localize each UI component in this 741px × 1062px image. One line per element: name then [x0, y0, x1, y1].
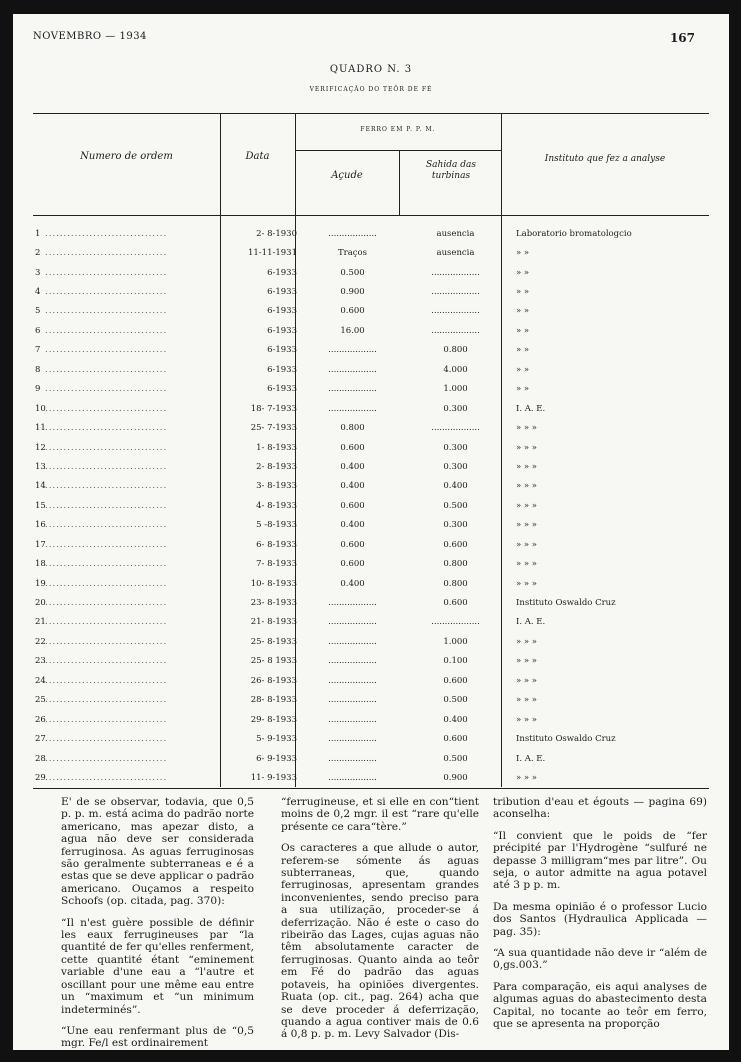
table-top-rule	[33, 113, 709, 114]
row-instituto: Laboratorio bromatologcio	[516, 228, 632, 239]
text-column-1	[61, 796, 254, 1050]
row-date: 6-1933	[267, 325, 297, 336]
row-date: 6-1933	[267, 306, 297, 317]
dot-leader: .................................	[45, 656, 168, 667]
row-sahida: 0.600	[443, 539, 468, 550]
row-instituto: » »	[516, 287, 530, 298]
row-instituto: » »	[516, 364, 530, 375]
row-number-value: 13	[35, 461, 46, 472]
row-date: 10- 8-1933	[250, 578, 297, 589]
row-number	[35, 341, 221, 360]
row-sahida: 4.000	[443, 364, 468, 375]
dot-leader: .................................	[45, 500, 168, 511]
row-instituto: » » »	[516, 578, 538, 589]
row-number-value: 28	[35, 753, 46, 764]
dot-leader: .................................	[45, 636, 168, 647]
row-instituto: » » »	[516, 442, 538, 453]
iron-content-table	[35, 224, 726, 788]
row-number-value: 17	[35, 539, 46, 550]
dot-leader: .................................	[45, 598, 168, 609]
row-acude: ..................	[328, 228, 377, 239]
row-instituto: » »	[516, 267, 530, 278]
table-row	[35, 749, 726, 768]
header-data: Data	[245, 151, 270, 162]
dot-leader: .................................	[45, 461, 168, 472]
dot-leader: .................................	[45, 675, 168, 686]
table-row	[35, 302, 726, 321]
table-row	[35, 399, 726, 418]
row-number-value: 6	[35, 325, 41, 336]
quote: “Il n'est guère possible de définir les eaux ferrugineuses par “la quantité de fer qu'elles renferment, cette quantité étant “eminement variable d'une eau a “l'autre et oscillant pour une même eau entre un “maximum et “un minimum indeterminés”.	[61, 916, 254, 1016]
header-ferro: FERRO EM P. P. M.	[360, 126, 436, 133]
row-date: 5- 9-1933	[256, 734, 297, 745]
dot-leader: .................................	[45, 325, 168, 336]
row-number	[35, 749, 221, 768]
row-instituto: » » »	[516, 656, 538, 667]
row-sahida: 0.600	[443, 675, 468, 686]
row-instituto: » » »	[516, 675, 538, 686]
row-number	[35, 360, 221, 379]
row-number-value: 18	[35, 559, 46, 570]
row-date: 28- 8-1933	[250, 695, 297, 706]
row-date: 1- 8-1933	[256, 442, 297, 453]
row-number	[35, 224, 221, 243]
row-instituto: » » »	[516, 539, 538, 550]
row-number	[35, 282, 221, 301]
row-number-value: 15	[35, 500, 46, 511]
row-number-value: 19	[35, 578, 46, 589]
row-number-value: 11	[35, 423, 46, 434]
table-row	[35, 729, 726, 748]
dot-leader: .................................	[45, 228, 168, 239]
row-date: 4- 8-1933	[256, 500, 297, 511]
row-instituto: » » »	[516, 500, 538, 511]
quote: “Une eau renfermant plus de “0,5 mgr. Fe/l est ordinairement	[61, 1024, 254, 1050]
ferro-subheader-rule	[295, 150, 501, 151]
dot-leader: .................................	[45, 423, 168, 434]
quote: “A sua quantidade não deve ir “além de 0,gs.003.”	[493, 947, 707, 972]
row-date: 7- 8-1933	[256, 559, 297, 570]
row-number-value: 29	[35, 772, 46, 783]
table-row	[35, 691, 726, 710]
row-acude: ..................	[328, 753, 377, 764]
row-sahida: 0.500	[443, 695, 468, 706]
row-sahida: 0.300	[443, 520, 468, 531]
dot-leader: .................................	[45, 772, 168, 783]
row-acude: ..................	[328, 656, 377, 667]
dot-leader: .................................	[45, 520, 168, 531]
row-date: 6- 8-1933	[256, 539, 297, 550]
row-sahida: 0.800	[443, 345, 468, 356]
row-sahida: 0.300	[443, 403, 468, 414]
table-header-rule	[33, 215, 709, 216]
row-number	[35, 535, 221, 554]
row-number-value: 12	[35, 442, 46, 453]
dot-leader: .................................	[45, 734, 168, 745]
quote: “ferrugineuse, et si elle en con“tient moins de 0,2 mgr. il est “rare qu'elle présente ce cara“tère.”	[281, 796, 479, 833]
row-acude: 0.600	[340, 559, 365, 570]
table-row	[35, 632, 726, 651]
row-instituto: I. A. E.	[516, 753, 546, 764]
table-row	[35, 438, 726, 457]
row-sahida: 0.300	[443, 461, 468, 472]
row-number-value: 21	[35, 617, 46, 628]
row-acude: 0.400	[340, 461, 365, 472]
dot-leader: .................................	[45, 442, 168, 453]
row-sahida: 0.400	[443, 714, 468, 725]
row-sahida: ..................	[431, 306, 480, 317]
row-instituto: » » »	[516, 520, 538, 531]
table-row	[35, 243, 726, 262]
row-instituto: » »	[516, 248, 530, 259]
row-date: 11- 9-1933	[250, 772, 297, 783]
text-column-3	[493, 796, 707, 1040]
row-sahida: ..................	[431, 423, 480, 434]
row-number	[35, 438, 221, 457]
row-sahida: ..................	[431, 267, 480, 278]
row-number-value: 5	[35, 306, 41, 317]
row-date: 25- 8 1933	[250, 656, 297, 667]
row-date: 29- 8-1933	[250, 714, 297, 725]
row-date: 21- 8-1933	[250, 617, 297, 628]
dot-leader: .................................	[45, 539, 168, 550]
row-sahida: ..................	[431, 325, 480, 336]
row-number	[35, 554, 221, 573]
row-number	[35, 729, 221, 748]
table-row	[35, 477, 726, 496]
table-row	[35, 710, 726, 729]
dot-leader: .................................	[45, 345, 168, 356]
table-row	[35, 360, 726, 379]
quote: “Il convient que le poids de “fer précipité par l'Hydrogène “sulfuré ne depasse 3 milligram“mes par litre”. Ou seja, o autor admitte na agua potavel até 3 p p. m.	[493, 829, 707, 892]
row-instituto: » » »	[516, 636, 538, 647]
row-number-value: 25	[35, 695, 46, 706]
row-date: 3- 8-1933	[256, 481, 297, 492]
row-date: 25- 8-1933	[250, 636, 297, 647]
row-acude: 0.600	[340, 539, 365, 550]
table-row	[35, 496, 726, 515]
row-date: 6-1933	[267, 267, 297, 278]
row-acude: Traços	[337, 248, 368, 259]
row-date: 18- 7-1933	[250, 403, 297, 414]
row-instituto: » » »	[516, 481, 538, 492]
row-number	[35, 418, 221, 437]
row-acude: 0.600	[340, 306, 365, 317]
paragraph: tribution d'eau et égouts — pagina 69) aconselha:	[493, 796, 707, 821]
text-column-2	[281, 796, 479, 1050]
table-row	[35, 516, 726, 535]
row-date: 6- 9-1933	[256, 753, 297, 764]
row-sahida: 0.900	[443, 772, 468, 783]
row-number	[35, 321, 221, 340]
table-row	[35, 554, 726, 573]
row-number	[35, 302, 221, 321]
row-number-value: 9	[35, 384, 41, 395]
dot-leader: .................................	[45, 617, 168, 628]
row-acude: ..................	[328, 772, 377, 783]
row-acude: 16.00	[340, 325, 365, 336]
column-divider	[399, 150, 400, 215]
table-subtitle: VERIFICAÇÃO DO TEÔR DE FÉ	[309, 86, 433, 93]
row-acude: ..................	[328, 695, 377, 706]
table-row	[35, 535, 726, 554]
row-number-value: 22	[35, 636, 46, 647]
table-row	[35, 613, 726, 632]
dot-leader: .................................	[45, 481, 168, 492]
dot-leader: .................................	[45, 306, 168, 317]
row-number-value: 3	[35, 267, 41, 278]
row-number	[35, 768, 221, 787]
row-sahida: 0.800	[443, 559, 468, 570]
row-date: 11-11-1931	[247, 248, 297, 259]
row-number-value: 20	[35, 598, 46, 609]
row-instituto: » » »	[516, 714, 538, 725]
row-number-value: 1	[35, 228, 41, 239]
dot-leader: .................................	[45, 753, 168, 764]
table-row	[35, 652, 726, 671]
row-number	[35, 632, 221, 651]
row-acude: 0.400	[340, 520, 365, 531]
table-row	[35, 224, 726, 243]
row-acude: 0.400	[340, 578, 365, 589]
row-sahida: 0.100	[443, 656, 468, 667]
row-number	[35, 516, 221, 535]
dot-leader: .................................	[45, 714, 168, 725]
row-sahida: 0.500	[443, 500, 468, 511]
row-acude: 0.500	[340, 267, 365, 278]
row-number-value: 7	[35, 345, 41, 356]
row-acude: ..................	[328, 403, 377, 414]
row-instituto: Instituto Oswaldo Cruz	[516, 734, 616, 745]
header-acude: Açude	[331, 170, 363, 181]
row-acude: 0.400	[340, 481, 365, 492]
row-number	[35, 477, 221, 496]
dot-leader: .................................	[45, 364, 168, 375]
row-acude: 0.600	[340, 500, 365, 511]
paragraph: Para comparação, eis aqui analyses de algumas aguas do abastecimento desta Capital, no tocante ao teôr em ferro, que se apresenta na proporção	[493, 980, 707, 1031]
row-number	[35, 613, 221, 632]
row-acude: ..................	[328, 714, 377, 725]
row-date: 2- 8-1933	[256, 461, 297, 472]
row-number	[35, 457, 221, 476]
row-acude: 0.600	[340, 442, 365, 453]
table-row	[35, 671, 726, 690]
row-instituto: » »	[516, 306, 530, 317]
table-row	[35, 321, 726, 340]
row-date: 2- 8-1930	[256, 228, 297, 239]
row-number-value: 24	[35, 675, 46, 686]
row-sahida: 0.600	[443, 598, 468, 609]
row-sahida: 0.800	[443, 578, 468, 589]
row-number	[35, 671, 221, 690]
table-row	[35, 457, 726, 476]
row-number-value: 8	[35, 364, 41, 375]
row-instituto: » »	[516, 345, 530, 356]
row-instituto: I. A. E.	[516, 403, 546, 414]
row-number	[35, 710, 221, 729]
table-row	[35, 380, 726, 399]
row-number	[35, 380, 221, 399]
row-acude: 0.900	[340, 287, 365, 298]
dot-leader: .................................	[45, 248, 168, 259]
row-sahida: 0.300	[443, 442, 468, 453]
row-acude: 0.800	[340, 423, 365, 434]
row-number	[35, 263, 221, 282]
dot-leader: .................................	[45, 559, 168, 570]
row-instituto: Instituto Oswaldo Cruz	[516, 598, 616, 609]
row-number-value: 16	[35, 520, 46, 531]
row-acude: ..................	[328, 617, 377, 628]
row-number-value: 10	[35, 403, 46, 414]
row-instituto: » »	[516, 325, 530, 336]
row-sahida: 1.000	[443, 384, 468, 395]
row-instituto: » » »	[516, 559, 538, 570]
row-date: 6-1933	[267, 287, 297, 298]
row-date: 6-1933	[267, 384, 297, 395]
table-row	[35, 263, 726, 282]
row-acude: ..................	[328, 384, 377, 395]
row-instituto: » » »	[516, 461, 538, 472]
row-number-value: 27	[35, 734, 46, 745]
row-date: 23- 8-1933	[250, 598, 297, 609]
row-date: 6-1933	[267, 345, 297, 356]
table-title: QUADRO N. 3	[329, 64, 413, 75]
row-number	[35, 593, 221, 612]
row-sahida: ..................	[431, 287, 480, 298]
row-number	[35, 652, 221, 671]
header-numero: Numero de ordem	[80, 151, 173, 162]
row-number-value: 26	[35, 714, 46, 725]
table-row	[35, 418, 726, 437]
row-instituto: I. A. E.	[516, 617, 546, 628]
header-instituto: Instituto que fez a analyse	[544, 154, 666, 164]
running-header: NOVEMBRO — 1934	[33, 31, 147, 42]
row-date: 25- 7-1933	[250, 423, 297, 434]
row-number	[35, 399, 221, 418]
table-row	[35, 574, 726, 593]
row-sahida: ausencia	[436, 248, 475, 259]
row-sahida: ..................	[431, 617, 480, 628]
table-row	[35, 341, 726, 360]
row-number	[35, 574, 221, 593]
row-number-value: 23	[35, 656, 46, 667]
row-number-value: 2	[35, 248, 41, 259]
dot-leader: .................................	[45, 384, 168, 395]
dot-leader: .................................	[45, 287, 168, 298]
row-number	[35, 496, 221, 515]
row-number	[35, 243, 221, 262]
table-row	[35, 282, 726, 301]
row-instituto: » » »	[516, 695, 538, 706]
row-acude: ..................	[328, 636, 377, 647]
dot-leader: .................................	[45, 695, 168, 706]
row-acude: ..................	[328, 364, 377, 375]
row-acude: ..................	[328, 675, 377, 686]
row-date: 26- 8-1933	[250, 675, 297, 686]
dot-leader: .................................	[45, 578, 168, 589]
header-sahida: Sahida das turbinas	[426, 160, 476, 181]
row-number-value: 14	[35, 481, 46, 492]
page-number: 167	[669, 31, 695, 45]
table-row	[35, 768, 726, 787]
row-date: 5 -8-1933	[256, 520, 297, 531]
row-sahida: 1.000	[443, 636, 468, 647]
dot-leader: .................................	[45, 267, 168, 278]
row-acude: ..................	[328, 734, 377, 745]
row-sahida: 0.400	[443, 481, 468, 492]
row-sahida: 0.500	[443, 753, 468, 764]
document-page	[13, 14, 729, 1050]
row-number-value: 4	[35, 287, 41, 298]
row-instituto: » » »	[516, 772, 538, 783]
row-acude: ..................	[328, 598, 377, 609]
table-row	[35, 593, 726, 612]
row-instituto: » »	[516, 384, 530, 395]
row-date: 6-1933	[267, 364, 297, 375]
row-sahida: ausencia	[436, 228, 475, 239]
table-bottom-rule	[33, 788, 709, 789]
row-instituto: » » »	[516, 423, 538, 434]
paragraph: Da mesma opinião é o professor Lucio dos Santos (Hydraulica Applicada — pag. 35):	[493, 900, 707, 938]
row-acude: ..................	[328, 345, 377, 356]
dot-leader: .................................	[45, 403, 168, 414]
paragraph: E' de se observar, todavia, que 0,5 p. p. m. está acima do padrão norte americano, mas apezar disto, a agua não deve ser considerada ferruginosa. As aguas ferruginosas são geralmente subterraneas e é a estas que se deve applicar o padrão americano. Ouçamos a respeito Schoofs (op. citada, pag. 370):	[61, 796, 254, 908]
row-sahida: 0.600	[443, 734, 468, 745]
paragraph: Os caracteres a que allude o autor, referem-se sómente ás aguas subterraneas, que, quando ferruginosas, apresentam grandes inconvenientes, sendo preciso para a sua utilização, proceder-se á deferrização. Não é este o caso do ribeirão das Lages, cujas aguas não têm absolutamente caracter de ferruginosas. Quanto ainda ao teôr em Fé do padrão das aguas potaveis, ha opiniões divergentes. Ruata (op. cit., pag. 264) acha que se deve proceder á deferrização, quando a agua contiver mais de 0.6 á 0,8 p. p. m. Levy Salvador (Dis-	[281, 842, 479, 1041]
row-number	[35, 691, 221, 710]
